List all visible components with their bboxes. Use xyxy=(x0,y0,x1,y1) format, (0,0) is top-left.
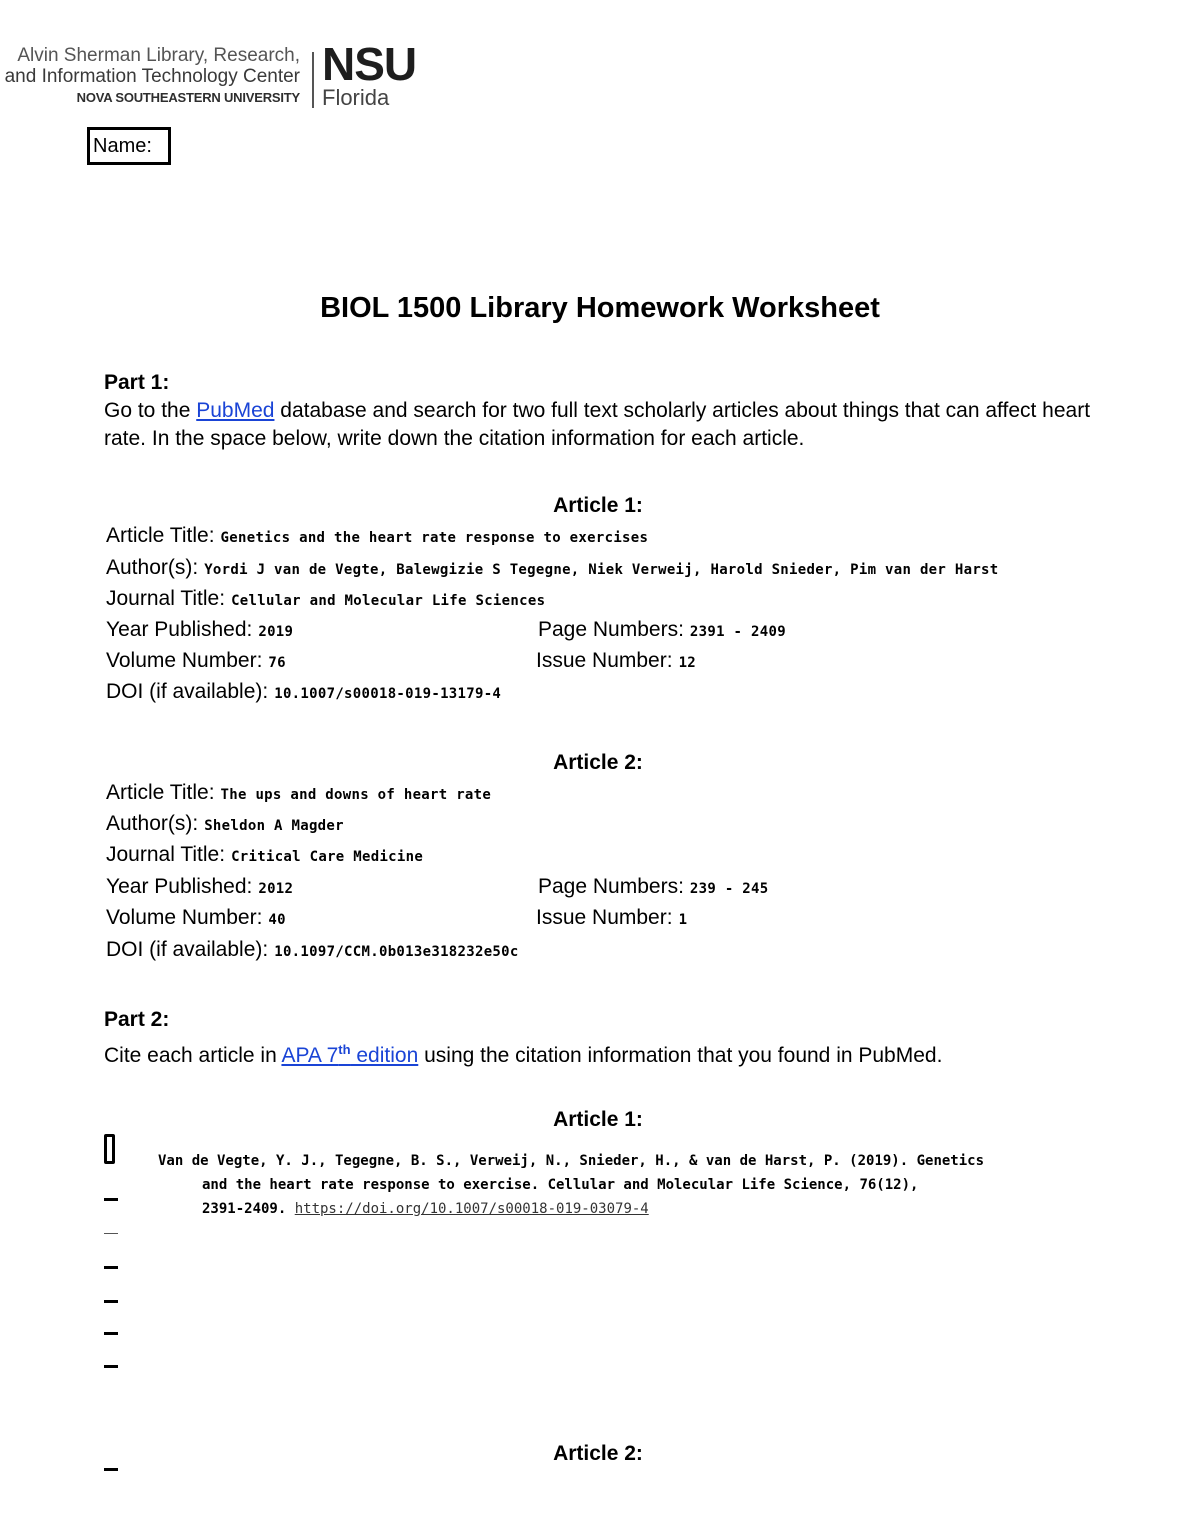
part-2-instructions xyxy=(104,1036,1104,1070)
citation-1-pages: 2391-2409. xyxy=(202,1201,295,1217)
part-1-text-after: database and search for two full text scholarly articles about things that can affect heart rate. In the space below, write down the citation information for each article. xyxy=(104,399,1091,450)
logo-line-3: NOVA SOUTHEASTERN UNIVERSITY xyxy=(76,90,300,105)
apa-7-link-end: edition xyxy=(350,1044,419,1067)
article-2-volume: 40 xyxy=(268,912,286,928)
paragraph-mark xyxy=(104,1365,118,1368)
article-2-issue: 1 xyxy=(678,912,688,928)
article-1-issue: 12 xyxy=(678,655,697,671)
paragraph-mark xyxy=(104,1332,118,1335)
article-1-doi-row xyxy=(106,679,501,707)
issue-number-label: Issue Number: xyxy=(536,649,673,672)
part-1-text-before: Go to the xyxy=(104,399,197,422)
article-1-title-row xyxy=(106,523,648,551)
article-2-title: The ups and downs of heart rate xyxy=(220,787,492,803)
apa-7-link-sup: th xyxy=(338,1042,351,1057)
article-2-pages: 239 - 245 xyxy=(689,881,769,897)
article-1-authors: Yordi J van de Vegte, Balewgizie S Tegegne, Niek Verweij, Harold Snieder, Pim van der Harst xyxy=(204,562,999,578)
part-1-instructions xyxy=(104,397,1104,453)
paragraph-mark xyxy=(104,1300,118,1303)
paragraph-mark xyxy=(104,1266,118,1269)
citation-1-line-2: and the heart rate response to exercise. Cellular and Molecular Life Science, 76(12), xyxy=(202,1177,919,1193)
article-1-year-row xyxy=(106,617,293,645)
article-2-volume-row xyxy=(106,905,286,933)
article-title-label: Article Title: xyxy=(106,781,215,804)
article-1-doi: 10.1007/s00018-019-13179-4 xyxy=(274,686,502,702)
article-2-year: 2012 xyxy=(258,881,294,897)
article-2-authors-row xyxy=(106,811,344,839)
doi-label: DOI (if available): xyxy=(106,938,269,961)
article-1-heading: Article 1: xyxy=(553,494,643,517)
authors-label: Author(s): xyxy=(106,556,199,579)
paragraph-mark xyxy=(104,1233,118,1234)
citation-2-heading: Article 2: xyxy=(553,1442,643,1465)
apa-7-link-main: APA 7 xyxy=(281,1044,339,1067)
year-published-label: Year Published: xyxy=(106,618,253,641)
paragraph-mark xyxy=(104,1198,118,1201)
article-1-pages-row xyxy=(538,617,786,645)
page-numbers-label: Page Numbers: xyxy=(538,875,684,898)
page-numbers-label: Page Numbers: xyxy=(538,618,684,641)
article-2-doi: 10.1097/CCM.0b013e318232e50c xyxy=(274,944,519,960)
article-1-year: 2019 xyxy=(258,624,294,640)
part-2-heading: Part 2: xyxy=(104,1008,170,1031)
logo-line-2: and Information Technology Center xyxy=(4,66,300,87)
article-2-journal-row xyxy=(106,842,423,870)
library-logo-text xyxy=(0,46,300,108)
article-1-issue-row xyxy=(536,648,696,676)
page-title: BIOL 1500 Library Homework Worksheet xyxy=(320,292,880,324)
citation-1-line-3 xyxy=(202,1197,649,1221)
article-2-year-row xyxy=(106,874,293,902)
nsu-logo-florida: Florida xyxy=(322,85,390,110)
pubmed-link[interactable]: PubMed xyxy=(196,399,275,422)
article-1-journal: Cellular and Molecular Life Sciences xyxy=(231,593,546,609)
paragraph-mark xyxy=(104,1468,118,1471)
journal-title-label: Journal Title: xyxy=(106,587,226,610)
doi-label: DOI (if available): xyxy=(106,680,269,703)
article-1-authors-row xyxy=(106,555,999,583)
name-field[interactable]: Name: xyxy=(87,127,171,165)
article-1-volume-row xyxy=(106,648,286,676)
nsu-logo: NSU xyxy=(322,38,417,90)
year-published-label: Year Published: xyxy=(106,875,253,898)
citation-1-doi-link[interactable]: https://doi.org/10.1007/s00018-019-03079-4 xyxy=(294,1201,649,1217)
article-2-doi-row xyxy=(106,937,519,965)
authors-label: Author(s): xyxy=(106,812,199,835)
article-2-heading: Article 2: xyxy=(553,751,643,774)
article-2-title-row xyxy=(106,780,491,808)
apa-7-link[interactable] xyxy=(281,1044,418,1067)
part-2-text-after: using the citation information that you found in PubMed. xyxy=(418,1044,943,1067)
article-title-label: Article Title: xyxy=(106,524,215,547)
article-2-issue-row xyxy=(536,905,687,933)
issue-number-label: Issue Number: xyxy=(536,906,673,929)
volume-number-label: Volume Number: xyxy=(106,906,263,929)
placeholder-glyph-icon xyxy=(104,1134,115,1164)
part-2-text-before: Cite each article in xyxy=(104,1044,282,1067)
article-2-pages-row xyxy=(538,874,768,902)
logo-divider xyxy=(312,52,314,108)
citation-1-heading: Article 1: xyxy=(553,1108,643,1131)
volume-number-label: Volume Number: xyxy=(106,649,263,672)
article-1-title: Genetics and the heart rate response to exercises xyxy=(220,530,649,546)
article-1-journal-row xyxy=(106,586,545,614)
article-1-volume: 76 xyxy=(268,655,286,671)
citation-1-line-1: Van de Vegte, Y. J., Tegegne, B. S., Verweij, N., Snieder, H., & van de Harst, P. (2019). Genetics xyxy=(158,1153,985,1169)
journal-title-label: Journal Title: xyxy=(106,843,226,866)
article-1-pages: 2391 - 2409 xyxy=(689,624,786,640)
logo-line-1: Alvin Sherman Library, Research, xyxy=(17,45,300,66)
article-2-authors: Sheldon A Magder xyxy=(204,818,344,834)
article-2-journal: Critical Care Medicine xyxy=(231,849,424,865)
part-1-heading: Part 1: xyxy=(104,371,170,394)
